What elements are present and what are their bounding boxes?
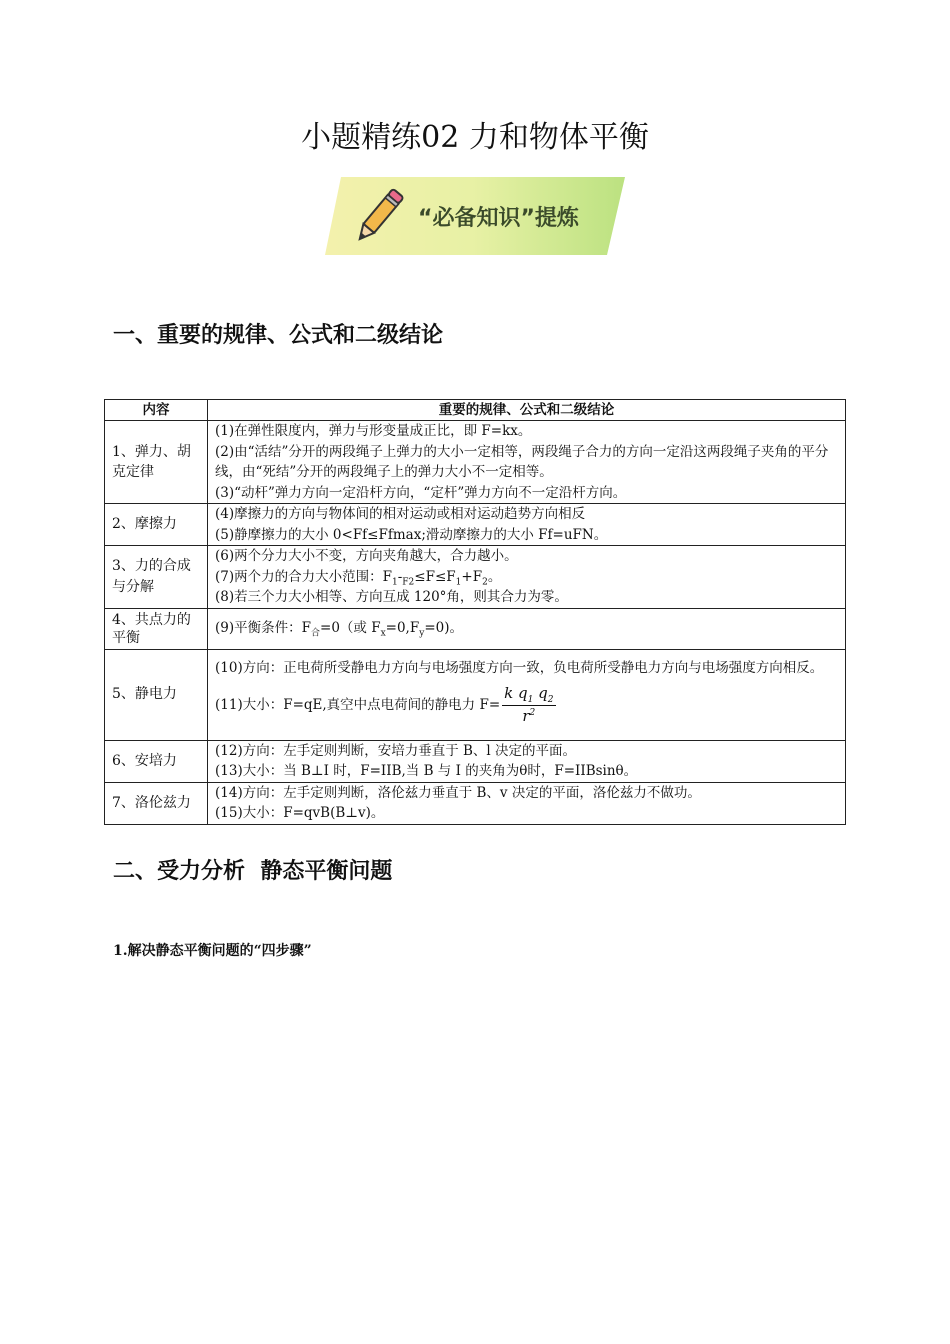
rule-line: (2)由“活结”分开的两段绳子上弹力的大小一定相等，两段绳子合力的方向一定沿这两段绳子夹角的平分线，由“死结”分开的两段绳子上的弹力大小不一定相等。 <box>215 443 829 480</box>
table-row <box>105 782 846 824</box>
formula-sub: y <box>419 628 425 639</box>
rule-text: (11)大小：F=qE,真空中点电荷间的静电力 F= <box>215 696 501 713</box>
row-rules <box>208 782 846 824</box>
table-row <box>105 608 846 649</box>
sub-2: 2 <box>547 695 554 706</box>
formula-part: +F <box>461 568 483 585</box>
row-rules <box>208 740 846 782</box>
var-q2: q <box>538 684 548 703</box>
row-rules <box>208 608 846 649</box>
sup-2: 2 <box>529 708 536 719</box>
row-topic: 5、静电力 <box>105 649 208 740</box>
rule-line <box>215 618 838 639</box>
row-rules <box>208 421 846 504</box>
rule-line: (5)静摩擦力的大小 0<Ff≤Ffmax;滑动摩擦力的大小 Ff=uFN。 <box>215 526 608 543</box>
row-topic: 2、摩擦力 <box>105 504 208 546</box>
section-heading-2: 二、受力分析 静态平衡问题 <box>113 858 393 884</box>
var-r: r <box>522 707 530 726</box>
fraction-denominator <box>502 706 555 726</box>
coulomb-fraction <box>502 683 555 726</box>
rule-text: (9)平衡条件：F <box>215 620 311 637</box>
formula-sub: 1 <box>455 577 462 588</box>
rule-line: (3)“动杆”弹力方向一定沿杆方向，“定杆”弹力方向不一定沿杆方向。 <box>215 484 627 501</box>
table-row <box>105 504 846 546</box>
knowledge-banner <box>323 175 628 257</box>
formula-sub: 合 <box>311 628 321 639</box>
fraction-numerator <box>502 683 555 706</box>
formula-part: 。 <box>487 568 502 585</box>
rule-line: (1)在弹性限度内，弹力与形变量成正比，即 F=kx。 <box>215 423 532 439</box>
rule-line <box>215 679 838 731</box>
var-q1: q <box>518 684 528 703</box>
rule-line: (10)方向：正电荷所受静电力方向与电场强度方向一致，负电荷所受静电力方向与电场强度方向相反。 <box>215 660 824 677</box>
formula-part: - <box>397 568 403 585</box>
row-rules <box>208 504 846 546</box>
rule-line: (6)两个分力大小不变，方向夹角越大，合力越小。 <box>215 548 518 564</box>
formula-part: ≤F≤ <box>414 568 447 585</box>
rule-line: (8)若三个力大小相等、方向互成 120°角，则其合力为零。 <box>215 589 568 605</box>
row-rules <box>208 546 846 609</box>
table-row <box>105 546 846 609</box>
table-row <box>105 649 846 740</box>
var-k: k <box>504 684 514 703</box>
rule-line: (13)大小：当 B⊥I 时，F=IIB,当 B 与 I 的夹角为θ时，F=IIBsinθ。 <box>215 763 638 779</box>
knowledge-table <box>104 399 846 825</box>
rule-line: (15)大小：F=qvB(B⊥v)。 <box>215 805 385 821</box>
row-rules <box>208 649 846 740</box>
rule-line <box>215 567 838 588</box>
table-header-row <box>105 400 846 421</box>
header-rules: 重要的规律、公式和二级结论 <box>208 400 846 421</box>
formula-part: =0)。 <box>424 620 463 637</box>
table-row <box>105 740 846 782</box>
banner-text: “必备知识”提炼 <box>418 206 579 231</box>
page-title: 小题精练02 力和物体平衡 <box>301 120 649 155</box>
rule-line: (14)方向：左手定则判断，洛伦兹力垂直于 B、v 决定的平面，洛伦兹力不做功。 <box>215 784 701 801</box>
formula-sub: 1 <box>392 577 398 588</box>
formula-part: =0（或 F <box>320 620 381 637</box>
table-row <box>105 421 846 504</box>
row-topic: 6、安培力 <box>105 740 208 782</box>
formula-sub: 2 <box>482 577 488 588</box>
section-heading-1: 一、重要的规律、公式和二级结论 <box>113 322 444 348</box>
row-topic: 7、洛伦兹力 <box>105 782 208 824</box>
row-topic: 3、力的合成与分解 <box>105 546 208 609</box>
row-topic: 4、共点力的平衡 <box>105 608 208 649</box>
formula-part: =0,F <box>385 620 420 637</box>
subsection-heading: 1.解决静态平衡问题的“四步骤” <box>113 943 312 959</box>
rule-text: (7)两个力的合力大小范围： <box>215 568 383 585</box>
header-topic: 内容 <box>105 400 208 421</box>
rule-line: (12)方向：左手定则判断，安培力垂直于 B、l 决定的平面。 <box>215 742 577 759</box>
sub-1: 1 <box>527 695 534 706</box>
row-topic: 1、弹力、胡克定律 <box>105 421 208 504</box>
formula-sub: x <box>380 628 386 639</box>
formula-part: F <box>446 568 456 585</box>
rule-line: (4)摩擦力的方向与物体间的相对运动或相对运动趋势方向相反 <box>215 506 586 522</box>
formula-sub: F2 <box>402 577 415 588</box>
formula-part: F <box>382 568 392 585</box>
